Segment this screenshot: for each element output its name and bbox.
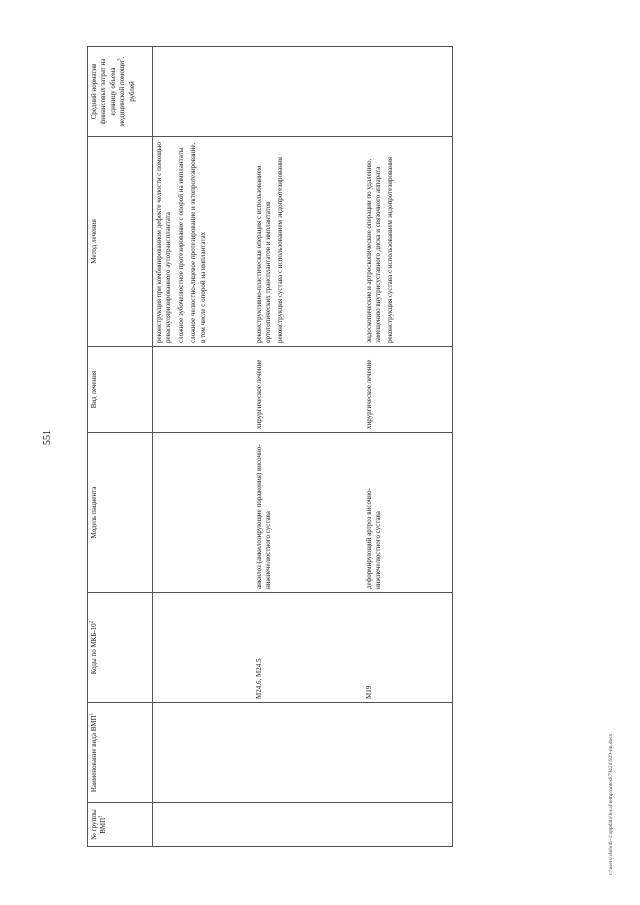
vmp-table xyxy=(87,46,453,847)
cell-treatment: хирургическое лечение xyxy=(253,347,363,433)
header-icd-codes: Коды по МКБ-$10^2$ xyxy=(88,593,153,703)
cell-treatment xyxy=(153,347,253,433)
cell-group xyxy=(363,803,453,847)
cell-code: M19 xyxy=(363,593,453,703)
cell-model xyxy=(153,433,253,593)
cell-model: анкилоз (анкилозирующие поражения) височно-нижнечелюстного сустава xyxy=(253,433,363,593)
cell-cost xyxy=(363,47,453,137)
page-number: 551 xyxy=(42,430,53,445)
cell-treatment: хирургическое лечение xyxy=(363,347,453,433)
vmp-table-container xyxy=(87,47,395,847)
cell-vmp-type xyxy=(253,703,363,803)
cell-vmp-type xyxy=(153,703,253,803)
cell-methods xyxy=(253,137,363,347)
header-vmp-type: Наименование вида ВМП$^1$ xyxy=(88,703,153,803)
method-item: эндоскопические и артроскопические операции по удалению, замещению внутрисуставного диска и связочного аппарата xyxy=(364,158,382,343)
cell-model: деформирующий артроз височно-нижнечелюстного сустава xyxy=(363,433,453,593)
table-header-row xyxy=(88,47,153,847)
cell-group xyxy=(253,803,363,847)
table-row xyxy=(253,47,363,847)
cell-group xyxy=(153,803,253,847)
method-item: реконструкция сустава с использованием эндопротезирования xyxy=(386,157,395,343)
table-row xyxy=(363,47,453,847)
header-cost-norm: Средний норматив финансовых затрат на единицу объема медицинской помощи$^3$, рублей xyxy=(88,47,153,137)
method-item: реконструкция сустава с использованием эндопротезирования xyxy=(276,157,285,343)
header-group-number: № группы ВМП$^1$ xyxy=(88,803,153,847)
table-row xyxy=(153,47,253,847)
method-item: сложное челюстно-лицевое протезирование и эктопротезирование, в том числе с опорой на имплантатах xyxy=(189,142,207,343)
cell-vmp-type xyxy=(363,703,453,803)
cell-methods xyxy=(153,137,253,347)
cell-code: M24.6, M24.5 xyxy=(253,593,363,703)
header-patient-model: Модель пациента xyxy=(88,433,153,593)
footer-file-path: c:\users\vloboh~1\appdata\local\temp\notes879424\929-nn.docx xyxy=(608,733,614,875)
method-item: реконструкция при комбинированном дефекте челюсти с помощью реваскуляризированного аутотрансплантата xyxy=(155,141,173,343)
method-item: реконструктивно-пластическая операция с использованием ортотопических трансплантатов и имплантатов xyxy=(254,165,272,343)
header-treatment-type: Вид лечения xyxy=(88,347,153,433)
cell-cost xyxy=(253,47,363,137)
header-treatment-method: Метод лечения xyxy=(88,137,153,347)
cell-cost xyxy=(153,47,253,137)
cell-methods xyxy=(363,137,453,347)
cell-code xyxy=(153,593,253,703)
method-item: сложное зубочелюстное протезирование с опорой на имплантаты xyxy=(176,147,185,343)
